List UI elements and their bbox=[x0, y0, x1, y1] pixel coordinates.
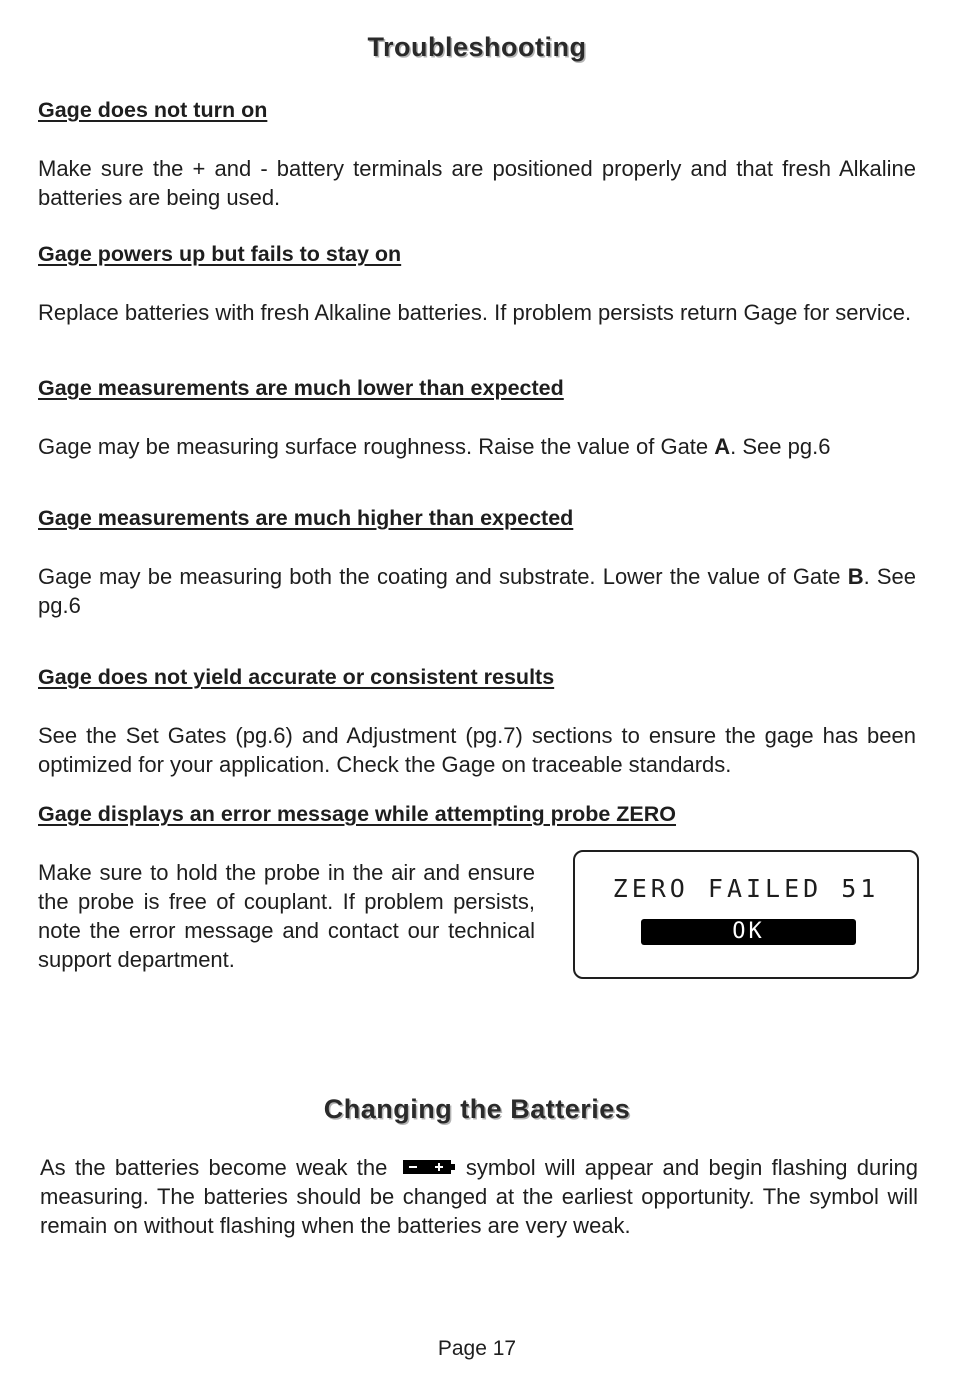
page-number: Page 17 bbox=[437, 1337, 517, 1360]
body-text: symbol will appear and begin flashing during measuring. The batteries should be changed at the earliest opportunity. The symbol will remain on without flashing when the batteries are very weak. bbox=[40, 1155, 918, 1238]
gate-label: A bbox=[714, 434, 731, 459]
lcd-display bbox=[573, 850, 919, 979]
lcd-error-text: ZERO FAILED 51 bbox=[612, 874, 880, 903]
section-body-lower bbox=[38, 432, 916, 461]
body-text: Gage may be measuring both the coating and substrate. Lower the value of Gate bbox=[38, 564, 848, 589]
section-body-accuracy: See the Set Gates (pg.6) and Adjustment (pg.7) sections to ensure the gage has been optimized for your application. Check the Gage on traceable standards. bbox=[38, 723, 916, 777]
section-heading-no-power: Gage does not turn on bbox=[38, 98, 268, 122]
section-heading-fails-stay-on: Gage powers up but fails to stay on bbox=[38, 242, 402, 266]
lcd-ok-button: OK bbox=[641, 919, 856, 945]
gate-label: B bbox=[847, 564, 864, 589]
battery-icon bbox=[403, 1160, 451, 1174]
body-text: As the batteries become weak the bbox=[40, 1155, 388, 1180]
page-title: Troubleshooting bbox=[367, 32, 587, 62]
batteries-title: Changing the Batteries bbox=[323, 1094, 631, 1124]
body-text: . See pg.6 bbox=[38, 564, 917, 618]
section-heading-accuracy: Gage does not yield accurate or consistent results bbox=[38, 665, 555, 689]
body-text: Gage may be measuring surface roughness. Raise the value of Gate bbox=[38, 434, 715, 459]
section-body-higher bbox=[38, 562, 916, 620]
batteries-body bbox=[40, 1153, 918, 1240]
section-heading-higher: Gage measurements are much higher than expected bbox=[38, 506, 574, 530]
section-heading-lower: Gage measurements are much lower than expected bbox=[38, 376, 564, 400]
body-text: . See pg.6 bbox=[730, 434, 831, 459]
section-body-no-power: Make sure the + and - battery terminals are positioned properly and that fresh Alkaline batteries are being used. bbox=[38, 156, 916, 210]
section-heading-error-message: Gage displays an error message while attempting probe ZERO bbox=[38, 802, 677, 826]
section-body-fails-stay-on: Replace batteries with fresh Alkaline batteries. If problem persists return Gage for service. bbox=[38, 300, 912, 325]
section-body-error-message: Make sure to hold the probe in the air and ensure the probe is free of couplant. If problem persists, note the error message and contact our technical support department. bbox=[38, 860, 535, 972]
